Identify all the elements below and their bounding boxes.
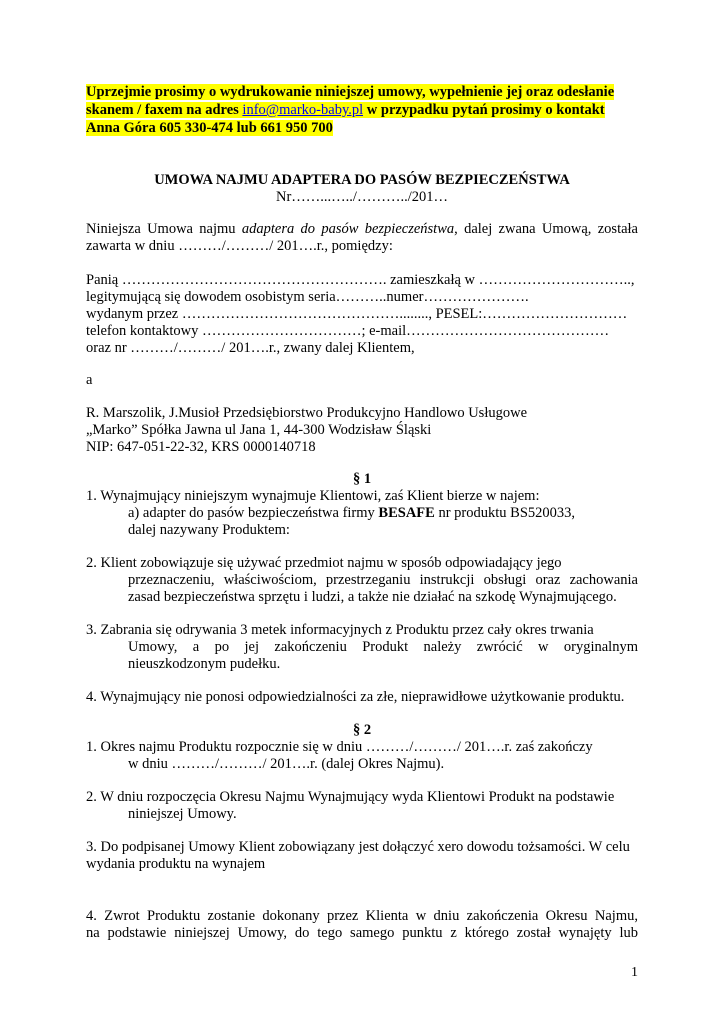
s2-p1-line-2: w dniu ………/………/ 201….r. (dalej Okres Najmu). [128,756,445,772]
client-line-3: wydanym przez ………………………………………........, PESEL:………………………… [86,306,628,322]
intro-line-2: zawarta w dniu ………/………/ 201….r., pomiędzy: [86,238,393,254]
contract-number: Nr……...…../………../201… [276,189,448,205]
s1-p4: 4. Wynajmujący nie ponosi odpowiedzialności za złe, nieprawidłowe użytkowanie produktu. [86,689,625,705]
company-line-1: R. Marszolik, J.Musioł Przedsiębiorstwo Produkcyjno Handlowo Usługowe [86,405,528,421]
s1-p1b: dalej nazywany Produktem: [128,522,290,538]
company-line-3: NIP: 647-051-22-32, KRS 0000140718 [86,439,316,455]
section-2-heading: § 2 [352,722,372,738]
s2-p3-line-1: 3. Do podpisanej Umowy Klient zobowiązany jest dołączyć xero dowodu tożsamości. W celu [86,839,630,855]
notice-line-3: Anna Góra 605 330-474 lub 661 950 700 [86,120,333,136]
s2-p4-line-2: na podstawie niniejszej Umowy, do tego samego punktu z którego został wynajęty lub [86,925,638,941]
s2-p4-line-1: 4. Zwrot Produktu zostanie dokonany przez Klienta w dniu zakończenia Okresu Najmu, [86,908,638,924]
client-line-2: legitymującą się dowodem osobistym seria………..numer…………………. [86,289,529,305]
s2-p3-line-2: wydania produktu na wynajem [86,856,266,872]
document-title: UMOWA NAJMU ADAPTERA DO PASÓW BEZPIECZEŃSTWA [154,172,570,188]
client-line-5: oraz nr ………/………/ 201….r., zwany dalej Klientem, [86,340,415,356]
s1-p1: 1. Wynajmujący niniejszym wynajmuje Klientowi, zaś Klient bierze w najem: [86,488,540,504]
s1-p2-line-1: 2. Klient zobowiązuje się używać przedmiot najmu w sposób odpowiadający jego [86,555,562,571]
s2-p2-line-1: 2. W dniu rozpoczęcia Okresu Najmu Wynajmujący wyda Klientowi Produkt na podstawie [86,789,615,805]
page-number: 1 [631,965,638,980]
email-link[interactable]: info@marko-baby.pl [242,102,364,118]
intro-line-1: Niniejsza Umowa najmu adaptera do pasów bezpieczeństwa, dalej zwana Umową, została [86,221,638,237]
s1-p2-line-3: zasad bezpieczeństwa sprzętu i ludzi, a także nie działać na szkodę Wynajmującego. [128,589,617,605]
notice-line-2: skanem / faxem na adres info@marko-baby.pl w przypadku pytań prosimy o kontakt [86,102,605,118]
s1-p1a: a) adapter do pasów bezpieczeństwa firmy BESAFE nr produktu BS520033, [128,505,576,521]
client-line-1: Panią ………………………………………………. zamieszkałą w ………………………….., [86,272,635,288]
conjunction-a: a [86,372,93,388]
s2-p2-line-2: niniejszej Umowy. [128,806,237,822]
s1-p3-line-2: Umowy, a po jej zakończeniu Produkt należy zwrócić w oryginalnym [128,639,638,655]
s1-p3-line-1: 3. Zabrania się odrywania 3 metek informacyjnych z Produktu przez cały okres trwania [86,622,594,638]
client-line-4: telefon kontaktowy ……………………………; e-mail…………………………………… [86,323,610,339]
section-1-heading: § 1 [352,471,372,487]
s1-p3-line-3: nieuszkodzonym pudełku. [128,656,281,672]
notice-line-1: Uprzejmie prosimy o wydrukowanie niniejszej umowy, wypełnienie jej oraz odesłanie [86,84,615,100]
s2-p1-line-1: 1. Okres najmu Produktu rozpocznie się w dniu ………/………/ 201….r. zaś zakończy [86,739,593,755]
company-line-2: „Marko” Spółka Jawna ul Jana 1, 44-300 Wodzisław Śląski [86,422,432,438]
s1-p2-line-2: przeznaczeniu, właściwościom, przestrzeganiu instrukcji obsługi oraz zachowania [128,572,638,588]
